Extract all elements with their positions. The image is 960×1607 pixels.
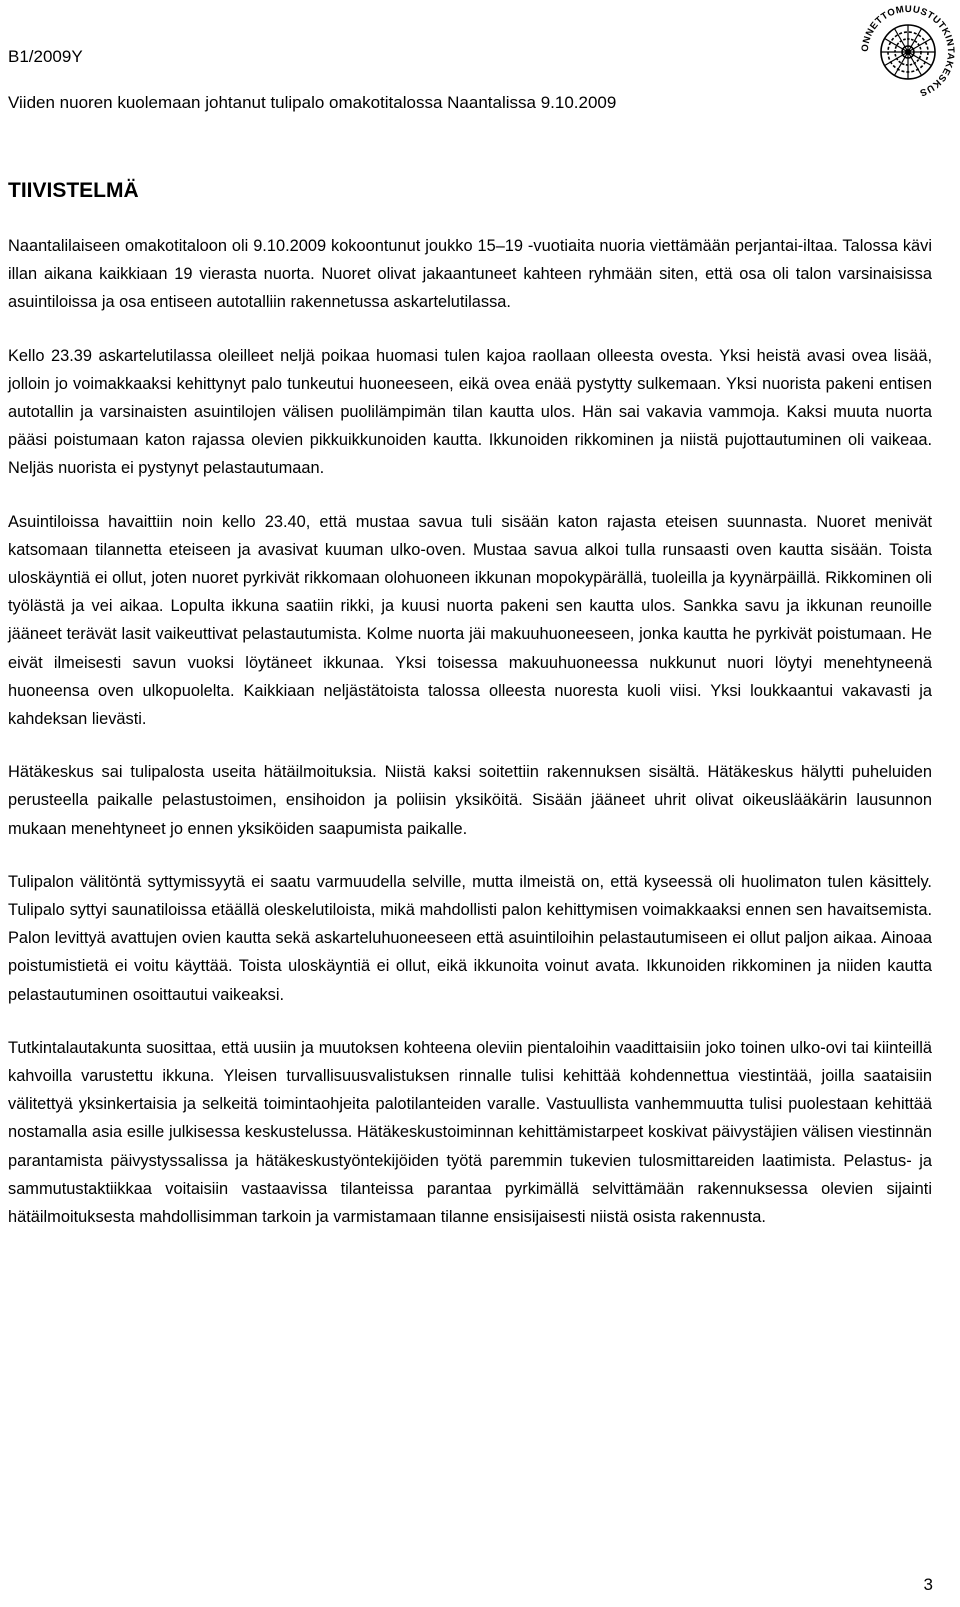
header-code: B1/2009Y <box>8 47 83 66</box>
summary-body <box>8 232 932 1256</box>
paragraph-6: Tutkintalautakunta suosittaa, että uusiin ja muutoksen kohteena oleviin pientaloihin vaadittaisiin joko toinen ulko-ovi tai kiinteillä kahvoilla varustettu ikkuna. Yleisen turvallisuusvalistuksen rinnalle tulisi kehittää kohdennettua viestintää, joilla saataisiin välitettyä yksinkertaisia ja selkeitä toimintaohjeita palotilanteiden varalle. Vastuullista vanhemmuutta tulisi puolestaan kehittää nostamalla asia esille julkisessa keskustelussa. Hätäkeskustoiminnan kehittämistarpeet koskivat päivystäjien välisen viestinnän parantamista päivystyssalissa ja hätäkeskustyöntekijöiden työtä paremmin tukevien tulosmittareiden laatimista. Pelastus- ja sammutustaktiikkaa voitaisiin vastaavissa tilanteissa parantaa pyrkimällä selvittämään rakennuksessa olevien sijainti hätäilmoituksesta mahdollisimman tarkoin ja varmistamaan tilanne ensisijaisesti niistä osista rakennusta. <box>8 1038 932 1227</box>
paragraph-4: Hätäkeskus sai tulipalosta useita hätäilmoituksia. Niistä kaksi soitettiin rakennuksen sisältä. Hätäkeskus hälytti puheluiden perusteella paikalle pelastustoimen, ensihoidon ja poliisin yksiköitä. Sisään jääneet uhrit olivat oikeuslääkärin lausunnon mukaan menehtyneet jo ennen yksiköiden saapumista paikalle. <box>8 763 932 838</box>
onnettomuustutkintakeskus-logo <box>858 2 958 102</box>
paragraph-3: Asuintiloissa havaittiin noin kello 23.40, että mustaa savua tuli sisään katon rajasta eteisen suunnasta. Nuoret menivät katsomaan tilannetta eteiseen ja avasivat kuuman ulko-oven. Mustaa savua alkoi tulla runsaasti oven kautta sisään. Toista uloskäyntiä ei ollut, joten nuoret pyrkivät rikkomaan olohuoneen ikkunan mopokypärällä, tuoleilla ja kyynärpäillä. Rikkominen oli työlästä ja vei aikaa. Lopulta ikkuna saatiin rikki, ja kuusi nuorta pakeni sen kautta ulos. Sankka savu ja ikkunan reunoille jääneet terävät lasit vaikeuttivat pelastautumista. Kolme nuorta jäi makuuhuoneeseen, jonka kautta he pyrkivät poistumaan. He eivät ilmeisesti savun vuoksi löytäneet ikkunaa. Yksi toisessa makuuhuoneessa nukkunut nuori löytyi menehtyneenä huoneensa oven ulkopuolelta. Kaikkiaan neljästätoista talossa olleesta nuoresta kuoli viisi. Yksi loukkaantui vakavasti ja kahdeksan lievästi. <box>8 512 932 729</box>
paragraph-2: Kello 23.39 askartelutilassa oleilleet neljä poikaa huomasi tulen kajoa raollaan olleesta ovesta. Yksi heistä avasi ovea lisää, jolloin jo voimakkaaksi kehittynyt palo tunkeutui huoneeseen, eikä ovea enää pystytty sulkemaan. Yksi nuorista pakeni entisen autotallin ja varsinaisten asuintilojen välisen puolilämpimän tilan kautta ulos. Hän sai vakavia vammoja. Kaksi muuta nuorta pääsi poistumaan katon rajassa olevien pikkuikkunoiden kautta. Ikkunoiden rikkominen ja niistä pujottautuminen oli vaikeaa. Neljäs nuorista ei pystynyt pelastautumaan. <box>8 346 932 478</box>
page-number: 3 <box>923 1575 933 1594</box>
header-title: Viiden nuoren kuolemaan johtanut tulipalo omakotitalossa Naantalissa 9.10.2009 <box>8 93 617 112</box>
logo-ring-text: ONNETTOMUUSTUTKINTAKESKUS <box>859 3 957 99</box>
paragraph-1: Naantalilaiseen omakotitaloon oli 9.10.2009 kokoontunut joukko 15–19 -vuotiaita nuoria viettämään perjantai-iltaa. Talossa kävi illan aikana kaikkiaan 19 vierasta nuorta. Nuoret olivat jakaantuneet kahteen ryhmään siten, että osa oli talon varsinaisissa asuintiloissa ja osa entiseen autotalliin rakennetussa askartelutilassa. <box>8 237 932 312</box>
summary-heading: TIIVISTELMÄ <box>8 179 139 202</box>
paragraph-5: Tulipalon välitöntä syttymissyytä ei saatu varmuudella selville, mutta ilmeistä on, että kyseessä oli huolimaton tulen käsittely. Tulipalo syttyi saunatiloissa etäällä oleskelutiloista, mikä mahdollisti palon kehittymisen voimakkaaksi ennen sen havaitsemista. Palon levittyä avattujen ovien kautta sekä askarteluhuoneeseen että asuintiloihin pelastautumiseen ei ollut paljon aikaa. Ainoaa poistumistietä ei voitu käyttää. Toista uloskäyntiä ei ollut, eikä ikkunoita voinut avata. Ikkunoiden rikkominen ja niiden kautta pelastautuminen osoittautui vaikeaksi. <box>8 872 932 1004</box>
